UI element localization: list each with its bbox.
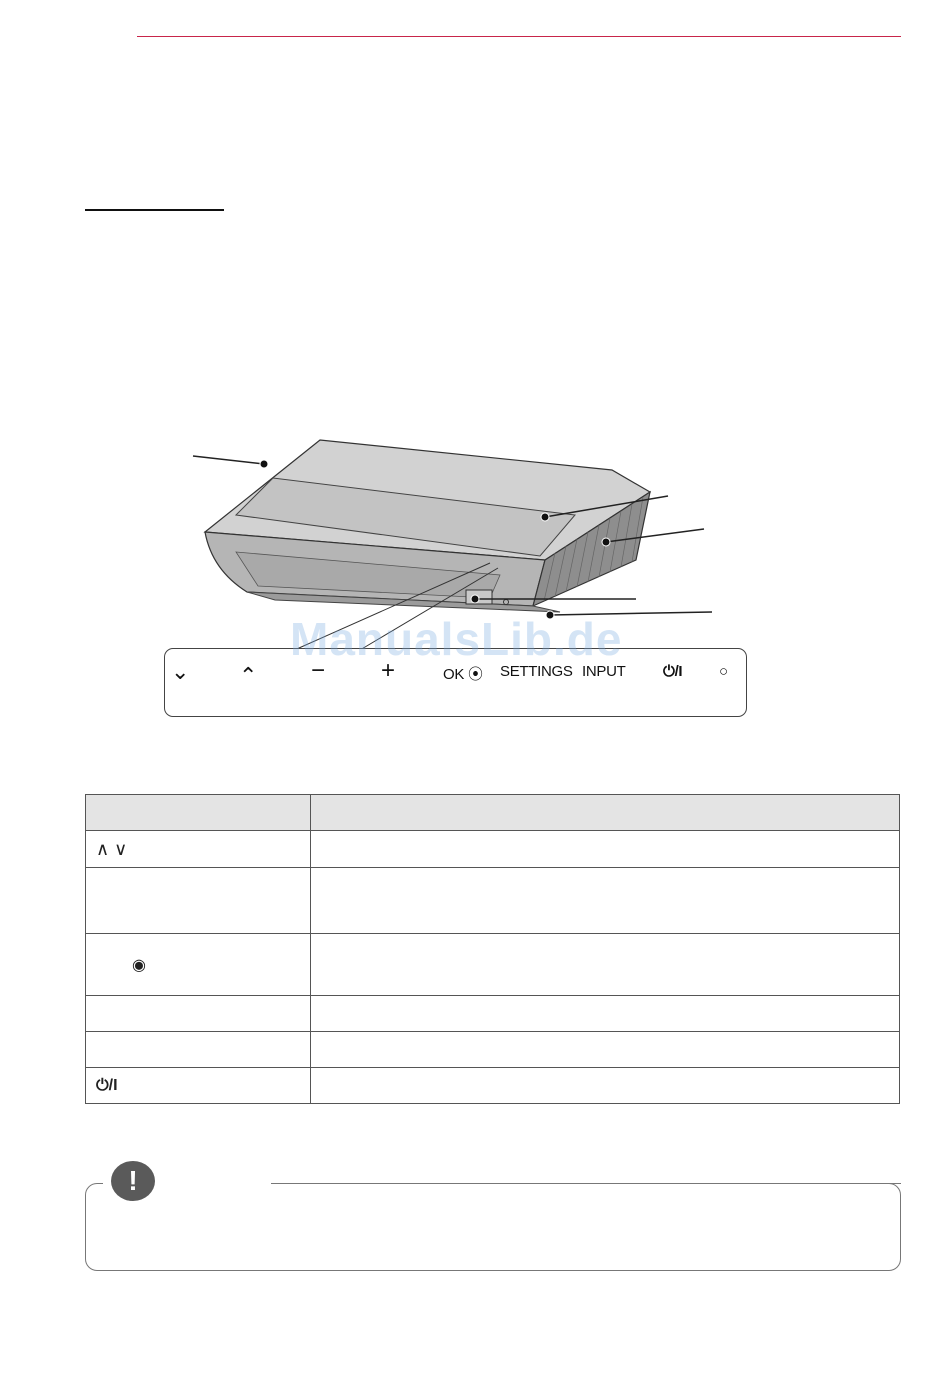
table-row (86, 996, 900, 1032)
power-icon: ⏻/I (86, 1068, 311, 1104)
table-row (86, 831, 900, 868)
power-icon: ⏻/I (663, 663, 683, 680)
table-cell-description (311, 1032, 900, 1068)
table-row (86, 1032, 900, 1068)
plus-icon: + (381, 657, 395, 684)
table-cell-description (311, 996, 900, 1032)
note-header-rule (271, 1183, 901, 1184)
input-button-label: INPUT (582, 663, 626, 680)
table-row (86, 868, 900, 934)
table-row (86, 1068, 900, 1104)
table-cell-description (311, 868, 900, 934)
table-cell-button (86, 868, 311, 934)
settings-button-label: SETTINGS (500, 663, 573, 680)
indicator-icon: ○ (719, 663, 728, 680)
down-chevron-icon: ⌄ (171, 659, 190, 684)
table-cell-description (311, 934, 900, 996)
header-rule (137, 36, 901, 37)
section-title-underline (85, 209, 224, 211)
warning-exclamation-icon: ! (111, 1161, 155, 1201)
column-header-description (311, 795, 900, 831)
up-down-arrow-icon: ∧ ∨ (86, 831, 311, 868)
minus-icon: − (311, 657, 325, 684)
table-cell-button (86, 1032, 311, 1068)
up-chevron-icon: ⌃ (239, 663, 258, 688)
ok-button-label: OK ⦿ (443, 666, 483, 683)
table-header-row (86, 795, 900, 831)
table-row (86, 934, 900, 996)
ok-dot-icon: ◉ (86, 934, 311, 996)
column-header-button (86, 795, 311, 831)
table-cell-button (86, 996, 311, 1032)
table-cell-description (311, 831, 900, 868)
note-box (85, 1183, 901, 1271)
button-function-table (85, 794, 900, 1104)
table-cell-description (311, 1068, 900, 1104)
watermark: ManualsLib.de (290, 613, 623, 665)
